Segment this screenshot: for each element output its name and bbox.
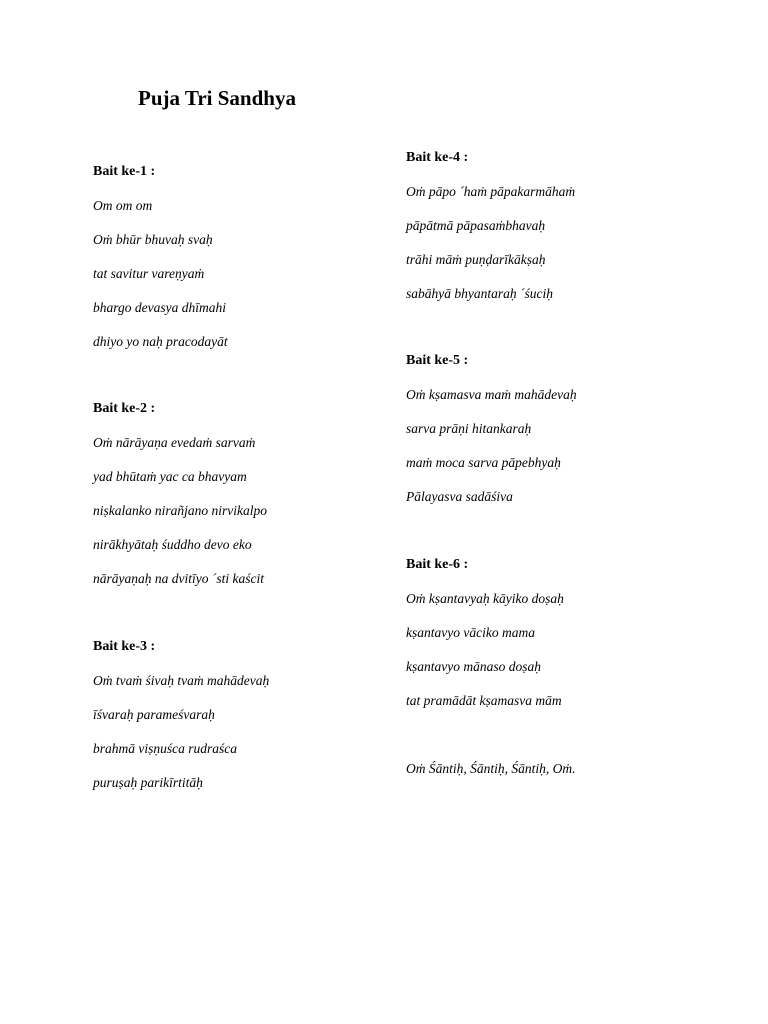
verse-line: Oṁ tvaṁ śivaḥ tvaṁ mahādevaḥ — [93, 673, 270, 688]
verse-3 — [93, 638, 433, 791]
verse-line: Oṁ nārāyaṇa evedaṁ sarvaṁ — [93, 435, 256, 450]
verse-line: brahmā viṣṇuśca rudraśca — [93, 741, 237, 756]
verse-line: puruṣaḥ parikīrtitāḥ — [93, 775, 203, 790]
verse-heading: Bait ke-3 : — [93, 639, 156, 654]
verse-line: Oṁ kṣantavyaḥ kāyiko doṣaḥ — [406, 591, 564, 606]
verse-line: pāpātmā pāpasaṁbhavaḥ — [406, 218, 546, 233]
verse-line: Om om om — [93, 198, 153, 213]
document-title: Puja Tri Sandhya — [138, 86, 296, 110]
verse-line: Pālayasva sadāśiva — [406, 489, 513, 504]
verse-line: niṣkalanko nirañjano nirvikalpo — [93, 503, 267, 518]
verse-4 — [406, 149, 746, 302]
verse-1 — [93, 163, 433, 350]
verse-line: tat savitur vareṇyaṁ — [93, 266, 205, 281]
verse-line: bhargo devasya dhīmahi — [93, 300, 226, 315]
verse-line: kṣantavyo vāciko mama — [406, 625, 535, 640]
verse-5 — [406, 352, 746, 505]
verse-2 — [93, 400, 433, 587]
verse-line: Oṁ pāpo ´haṁ pāpakarmāhaṁ — [406, 184, 576, 199]
verse-line: Oṁ bhūr bhuvaḥ svaḥ — [93, 232, 213, 247]
verse-heading: Bait ke-1 : — [93, 164, 156, 179]
verse-line: īśvaraḥ parameśvaraḥ — [93, 707, 215, 722]
verse-heading: Bait ke-2 : — [93, 401, 156, 416]
verse-line: nārāyaṇaḥ na dvitīyo ´sti kaścit — [93, 571, 264, 586]
verse-6 — [406, 556, 746, 709]
verse-line: dhiyo yo naḥ pracodayāt — [93, 334, 228, 349]
verse-line: Oṁ kṣamasva maṁ mahādevaḥ — [406, 387, 577, 402]
verse-line: trāhi māṁ puṇḍarīkākṣaḥ — [406, 252, 546, 267]
verse-line: kṣantavyo mānaso doṣaḥ — [406, 659, 541, 674]
verse-heading: Bait ke-5 : — [406, 353, 469, 368]
verse-line: sarva prāṇi hitankaraḥ — [406, 421, 532, 436]
verse-line: tat pramādāt kṣamasva mām — [406, 693, 562, 708]
verse-line: maṁ moca sarva pāpebhyaḥ — [406, 455, 561, 470]
closing-mantra: Oṁ Śāntiḥ, Śāntiḥ, Śāntiḥ, Oṁ. — [406, 761, 576, 776]
verse-line: sabāhyā bhyantaraḥ ´śuciḥ — [406, 286, 553, 301]
verse-heading: Bait ke-4 : — [406, 150, 469, 165]
verse-line: nirākhyātaḥ śuddho devo eko — [93, 537, 252, 552]
verse-line: yad bhūtaṁ yac ca bhavyam — [93, 469, 247, 484]
verse-heading: Bait ke-6 : — [406, 557, 469, 572]
